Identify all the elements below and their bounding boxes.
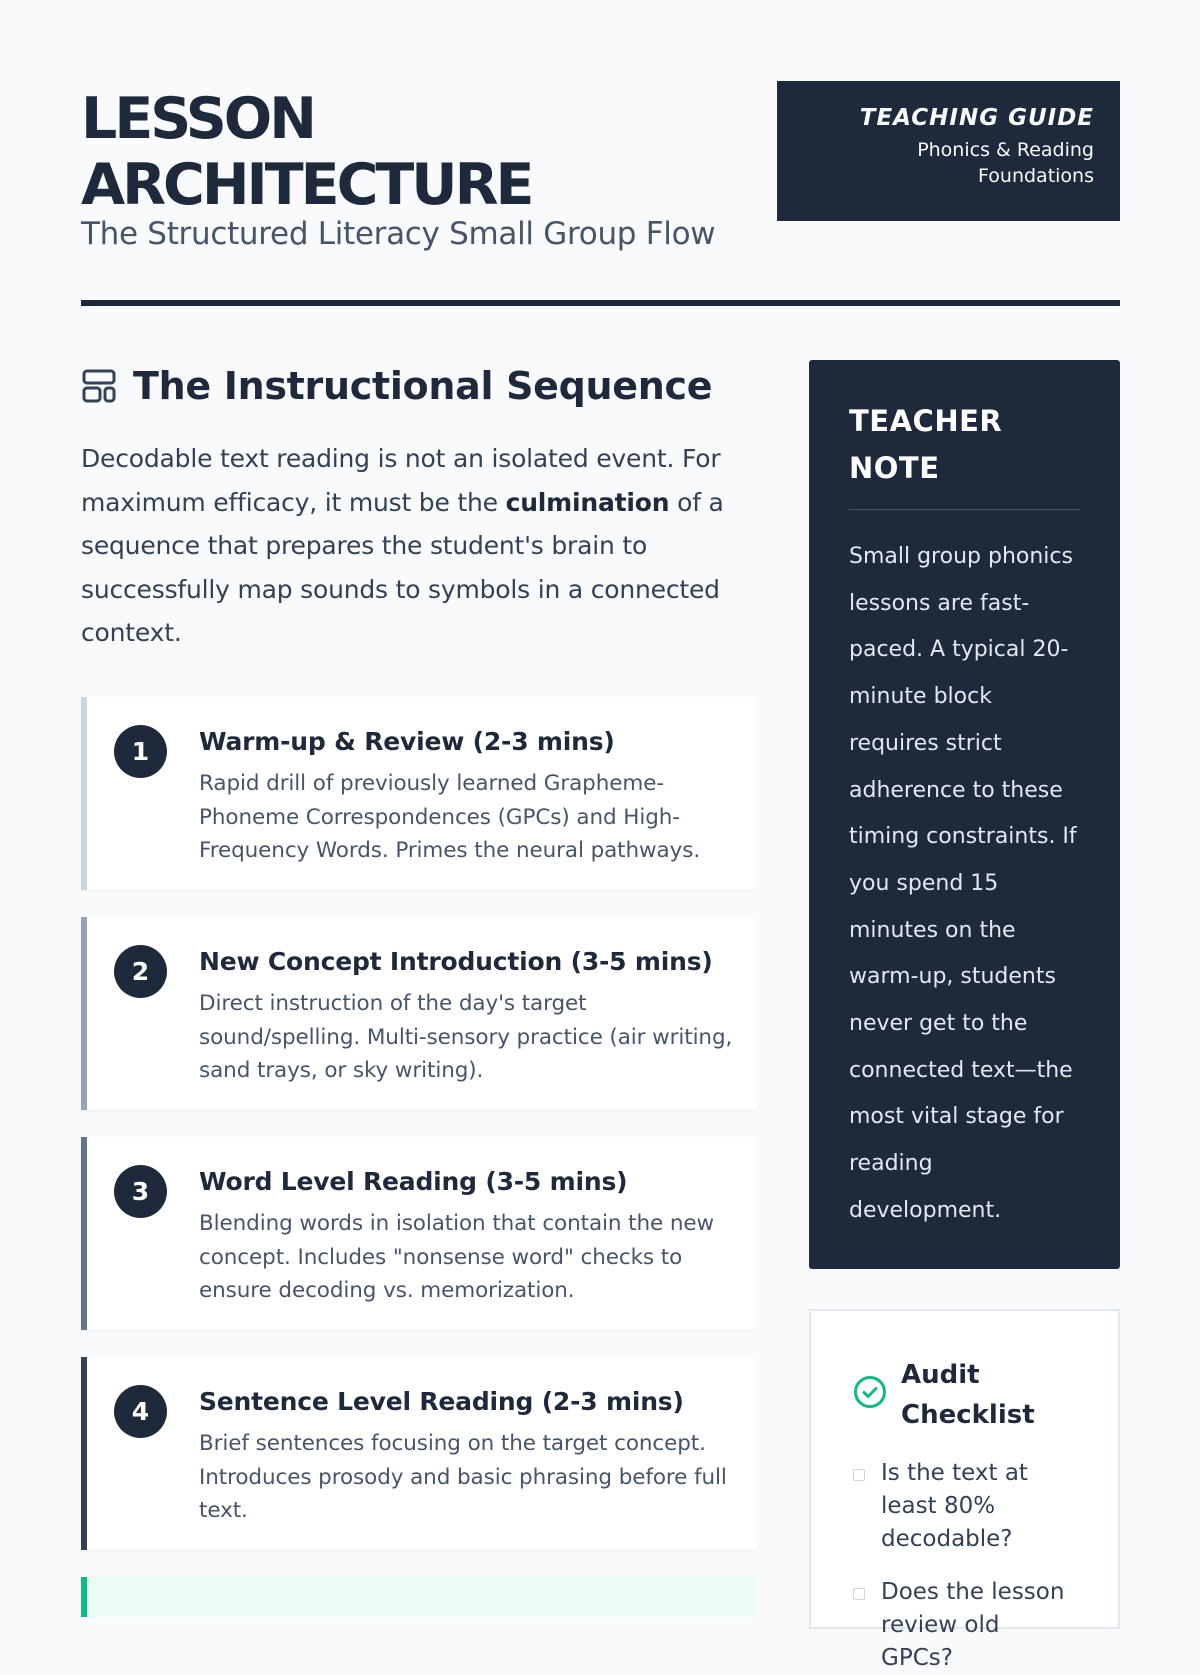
step-card-partial — [81, 1577, 756, 1617]
guide-subtitle-line-2: Foundations — [978, 165, 1094, 187]
step-description: Rapid drill of previously learned Grapheme-Phoneme Correspondences (GPCs) and High-Frequency Words. Primes the neural pathways. — [199, 771, 701, 863]
main-column — [81, 360, 756, 1523]
step-description: Blending words in isolation that contain the new concept. Includes "nonsense word" checks to ensure decoding vs. memorization. — [199, 1211, 715, 1303]
audit-heading — [853, 1355, 1078, 1435]
step-title: New Concept Introduction (3-5 mins) — [199, 947, 713, 976]
step-card — [81, 697, 756, 890]
audit-item-text: Is the text at least 80% decodable? — [881, 1460, 1028, 1552]
step-card — [81, 1137, 756, 1330]
title-line-1: LESSON — [81, 86, 314, 152]
audit-checklist-panel — [809, 1309, 1120, 1671]
step-number: 1 — [114, 725, 167, 778]
section-title: The Instructional Sequence — [133, 364, 713, 408]
step-number: 3 — [114, 1165, 167, 1218]
step-title: Word Level Reading (3-5 mins) — [199, 1167, 628, 1196]
guide-subtitle-line-1: Phonics & Reading — [917, 139, 1094, 161]
audit-list — [853, 1457, 1078, 1675]
note-title-line-2: NOTE — [849, 451, 940, 485]
intro-emphasis: culmination — [505, 487, 670, 517]
intro-text-start: Decodable text reading is not an isolated event. For maximum efficacy, it must be the — [81, 444, 721, 517]
step-card — [81, 1357, 756, 1550]
teacher-note-title — [849, 398, 1080, 510]
checkbox[interactable] — [853, 1469, 865, 1481]
checkbox[interactable] — [853, 1588, 865, 1600]
check-circle-icon — [853, 1375, 887, 1409]
layout-icon — [81, 368, 117, 404]
header-divider — [81, 300, 1120, 306]
header — [81, 86, 1120, 306]
section-heading — [81, 360, 756, 412]
audit-item — [853, 1576, 1078, 1675]
note-title-line-1: TEACHER — [849, 404, 1003, 438]
teaching-guide-badge — [777, 81, 1120, 221]
step-description: Direct instruction of the day's target sound/spelling. Multi-sensory practice (air writing, sand trays, or sky writing). — [199, 991, 733, 1083]
intro-paragraph — [81, 437, 756, 655]
step-number: 2 — [114, 945, 167, 998]
step-card — [81, 917, 756, 1110]
teacher-note-panel — [809, 360, 1120, 1269]
step-list — [81, 697, 756, 1644]
page-title — [81, 86, 531, 218]
audit-title: Audit Checklist — [901, 1360, 1035, 1430]
step-title: Warm-up & Review (2-3 mins) — [199, 727, 615, 756]
teacher-note-body: Small group phonics lessons are fast-paced. A typical 20-minute block requires strict adherence to these timing constraints. If you spend 15 minutes on the warm-up, students never get to the connected text—the most vital stage for reading development. — [849, 544, 1077, 1223]
guide-title: TEACHING GUIDE — [859, 105, 1094, 131]
intro-text-end: of a sequence that prepares the student's brain to successfully map sounds to symbols in a connected context. — [81, 487, 724, 647]
step-title: Sentence Level Reading (2-3 mins) — [199, 1387, 684, 1416]
audit-item — [853, 1457, 1078, 1556]
step-number: 4 — [114, 1385, 167, 1438]
title-line-2: ARCHITECTURE — [81, 152, 532, 218]
page-subtitle: The Structured Literacy Small Group Flow — [81, 216, 716, 252]
step-description: Brief sentences focusing on the target concept. Introduces prosody and basic phrasing before full text. — [199, 1431, 727, 1523]
audit-item-text: Does the lesson review old GPCs? — [881, 1579, 1065, 1671]
